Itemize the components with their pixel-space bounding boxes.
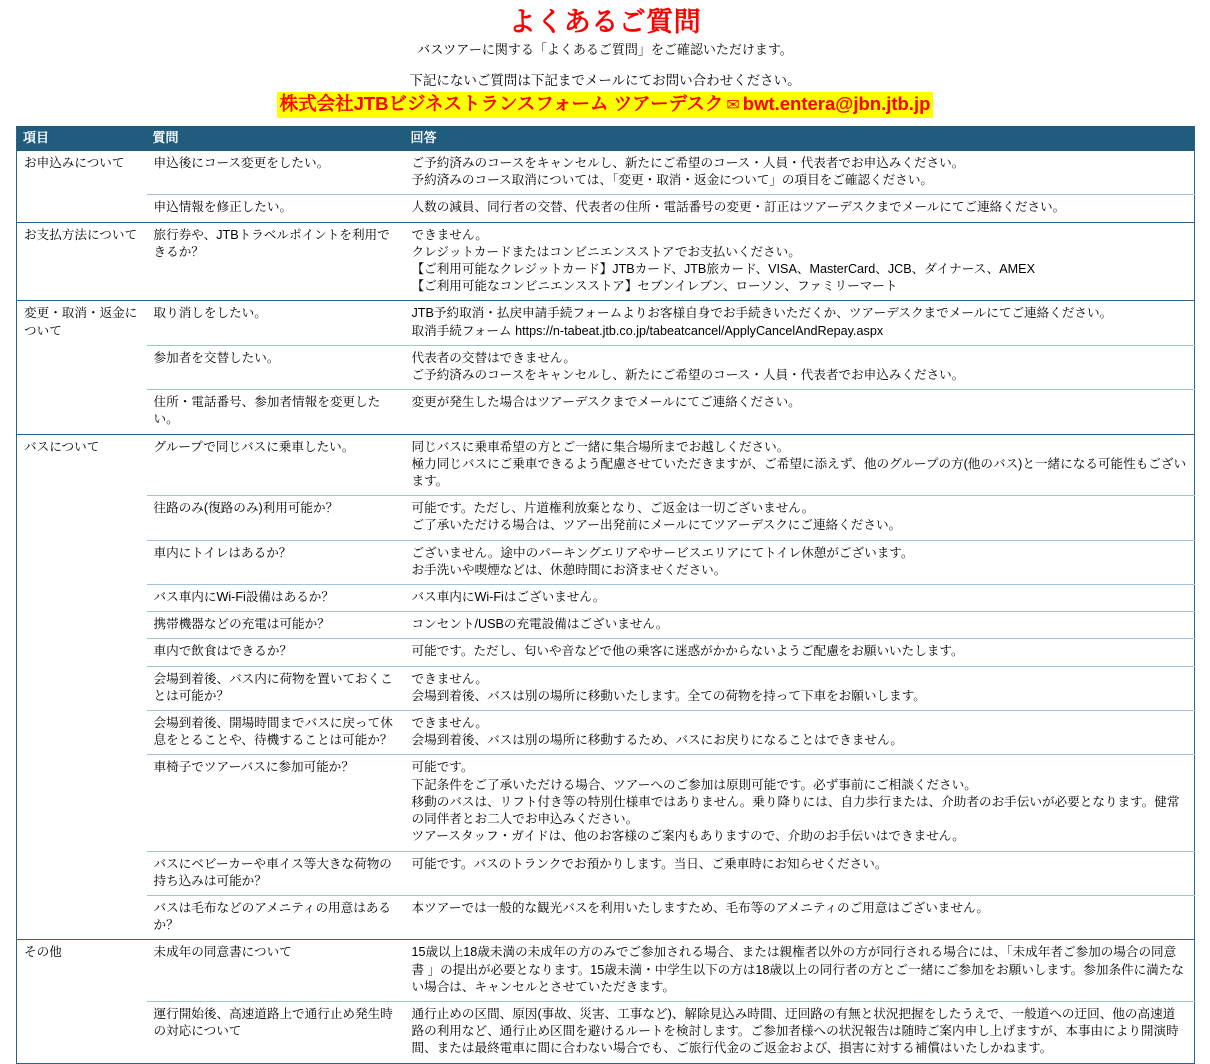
cell-answer: [405, 434, 1195, 496]
cell-answer: [405, 851, 1195, 895]
envelope-icon: ✉: [726, 97, 740, 114]
cell-question: [147, 222, 405, 301]
answer-line: 会場到着後、バスは別の場所に移動いたします。全ての荷物を持って下車をお願いします。: [411, 688, 926, 703]
cell-answer: [405, 612, 1195, 639]
answer-line: ツアースタッフ・ガイドは、他のお客様のご案内もありますので、介助のお手伝いはできません。: [411, 829, 965, 844]
cell-answer: [405, 639, 1195, 666]
cell-question: [147, 151, 405, 195]
question-line: 会場到着後、バス内に荷物を置いておくことは可能か？: [153, 671, 393, 703]
cell-question: [147, 639, 405, 666]
table-row: [17, 711, 1195, 755]
table-row: [17, 222, 1195, 301]
cell-question: [147, 1001, 405, 1063]
answer-line: クレジットカードまたはコンビニエンスストアでお支払いください。: [411, 244, 801, 259]
question-line: 未成年の同意書について: [153, 945, 292, 960]
column-header-answer: 回答: [405, 126, 1195, 151]
table-row: [17, 940, 1195, 1002]
answer-line: できません。: [411, 227, 488, 242]
cell-question: [147, 940, 405, 1002]
question-line: 会場到着後、開場時間までバスに戻って休息をとることや、待機することは可能か？: [153, 716, 393, 748]
question-line: 車内で飲食はできるか？: [153, 644, 293, 659]
page-title: よくあるご質問: [508, 7, 702, 37]
cell-item: 変更・取消・返金について: [17, 301, 147, 434]
document-header: [0, 0, 1210, 118]
faq-table: [16, 126, 1195, 1064]
cell-question: [147, 345, 405, 389]
answer-line: ご予約済みのコースをキャンセルし、新たにご希望のコース・人員・代表者でお申込みください。: [411, 156, 965, 170]
cell-item: お支払方法について: [17, 222, 147, 301]
table-row: [17, 195, 1195, 222]
table-row: [17, 496, 1195, 540]
question-line: 申込情報を修正したい。: [153, 200, 293, 215]
table-row: [17, 585, 1195, 612]
cell-question: [147, 711, 405, 755]
cell-item: その他: [17, 940, 147, 1063]
column-header-item: 項目: [17, 126, 147, 151]
cell-question: [147, 496, 405, 540]
question-line: 申込後にコース変更をしたい。: [153, 156, 330, 170]
cell-answer: [405, 151, 1195, 195]
answer-line: コンセント/USBの充電設備はございません。: [411, 617, 669, 632]
cell-answer: [405, 711, 1195, 755]
cell-question: [147, 195, 405, 222]
cell-question: [147, 434, 405, 496]
faq-table-wrapper: [16, 126, 1194, 1064]
answer-line: 通行止めの区間、原因(事故、災害、工事など)、解除見込み時間、迂回路の有無と状況把握をしたうえで、一般道への迂回、他の高速道路の利用など、通行止め区間を避けるルートを検討します。ご参加者様への状況報告は随時ご案内申し上げますが、本事由により開演時間、または最終電車に間に合わない場合でも、ご旅行代金のご返金および、損害に対する補償はいたしかねます。: [411, 1006, 1179, 1056]
page-subtitle: バスツアーに関する「よくあるご質問」をご確認いただけます。: [417, 42, 793, 57]
table-row: [17, 612, 1195, 639]
question-line: バスにベビーカーや車イス等大きな荷物の持ち込みは可能か？: [153, 856, 392, 888]
table-row: [17, 639, 1195, 666]
table-row: [17, 390, 1195, 434]
answer-line: 可能です。バスのトランクでお預かりします。当日、ご乗車時にお知らせください。: [411, 856, 888, 871]
answer-line: 【ご利用可能なコンビニエンスストア】セブンイレブン、ローソン、ファミリーマート: [411, 279, 898, 294]
contact-highlight: [277, 92, 934, 118]
answer-line: 可能です。ただし、片道権利放棄となり、ご返金は一切ございません。: [411, 501, 815, 516]
table-row: [17, 301, 1195, 345]
cell-question: [147, 895, 405, 939]
question-line: 車内にトイレはあるか？: [153, 545, 292, 560]
faq-table-head: [17, 126, 1195, 151]
cell-answer: [405, 940, 1195, 1002]
cell-answer: [405, 195, 1195, 222]
table-row: [17, 434, 1195, 496]
cell-question: [147, 301, 405, 345]
question-line: 運行開始後、高速道路上で通行止め発生時の対応について: [153, 1006, 393, 1039]
answer-line: できません。: [411, 716, 488, 731]
table-row: [17, 755, 1195, 851]
cell-answer: [405, 301, 1195, 345]
cell-answer: [405, 895, 1195, 939]
faq-table-body: [17, 151, 1195, 1063]
contact-note: 下記にないご質問は下記までメールにてお問い合わせください。: [409, 73, 801, 88]
contact-company: 株式会社JTBビジネストランスフォーム ツアーデスク: [279, 93, 724, 114]
table-row: [17, 895, 1195, 939]
answer-line: ご了承いただける場合は、ツアー出発前にメールにてツアーデスクにご連絡ください。: [411, 518, 902, 533]
answer-line: 会場到着後、バスは別の場所に移動するため、バスにお戻りになることはできません。: [411, 733, 903, 748]
cell-answer: [405, 540, 1195, 584]
answer-line: 変更が発生した場合はツアーデスクまでメールにてご連絡ください。: [411, 395, 801, 410]
answer-line: ご予約済みのコースをキャンセルし、新たにご希望のコース・人員・代表者でお申込みください。: [411, 368, 965, 383]
answer-line: 移動のバスは、リフト付き等の特別仕様車ではありません。乗り降りには、自力歩行または、介助者のお手伝いが必要となります。健常の同伴者とお二人でお申込みください。: [411, 794, 1180, 827]
answer-line: 人数の減員、同行者の交替、代表者の住所・電話番号の変更・訂正はツアーデスクまでメールにてご連絡ください。: [411, 200, 1066, 215]
answer-line: 代表者の交替はできません。: [411, 350, 576, 365]
cell-question: [147, 585, 405, 612]
question-line: 旅行券や、JTBトラベルポイントを利用できるか？: [153, 227, 390, 259]
cell-question: [147, 851, 405, 895]
table-header-row: [17, 126, 1195, 151]
cell-answer: [405, 1001, 1195, 1063]
table-row: [17, 666, 1195, 710]
cell-question: [147, 666, 405, 710]
table-row: [17, 540, 1195, 584]
answer-line: できません。: [411, 671, 488, 686]
cell-answer: [405, 345, 1195, 389]
answer-line: 15歳以上18歳未満の未成年の方のみでご参加される場合、または親権者以外の方が同行される場合には、「未成年者ご参加の場合の同意書 」の提出が必要となります。15歳未満・中学生以下の方は18歳以上の同行者の方とご一緒にご参加をお願いします。参加条件に満たない場合は、キャンセルとさせていただきます。: [411, 945, 1185, 994]
table-row: [17, 1001, 1195, 1063]
cell-item: バスについて: [17, 434, 147, 940]
contact-email[interactable]: bwt.entera@jbn.jtb.jp: [742, 93, 931, 114]
answer-line: 可能です。ただし、匂いや音などで他の乗客に迷惑がかからないようご配慮をお願いいたします。: [411, 644, 964, 659]
cell-item: お申込みについて: [17, 151, 147, 222]
cell-answer: [405, 755, 1195, 851]
answer-line: 予約済みのコース取消については、「変更・取消・返金について」の項目をご確認ください。: [411, 173, 934, 188]
cell-question: [147, 612, 405, 639]
cell-answer: [405, 585, 1195, 612]
cell-answer: [405, 222, 1195, 301]
answer-line: お手洗いや喫煙などは、休憩時間にお済ませください。: [411, 562, 727, 577]
answer-line: 下記条件をご了承いただける場合、ツアーへのご参加は原則可能です。必ず事前にご相談ください。: [411, 777, 977, 792]
answer-line: 取消手続フォーム https://n-tabeat.jtb.co.jp/tabeatcancel/ApplyCancelAndRepay.aspx: [411, 323, 884, 338]
answer-line: バス車内にWi-Fiはございません。: [411, 590, 606, 605]
table-row: [17, 151, 1195, 195]
answer-line: ございません。途中のパーキングエリアやサービスエリアにてトイレ休憩がございます。: [411, 545, 914, 560]
column-header-question: 質問: [147, 126, 405, 151]
question-line: グループで同じバスに乗車したい。: [153, 439, 355, 454]
cell-answer: [405, 666, 1195, 710]
answer-line: 【ご利用可能なクレジットカード】JTBカード、JTB旅カード、VISA、MasterCard、JCB、ダイナース、AMEX: [411, 262, 1035, 277]
question-line: 取り消しをしたい。: [153, 306, 267, 321]
cell-question: [147, 540, 405, 584]
question-line: 往路のみ(復路のみ)利用可能か？: [153, 501, 339, 516]
question-line: 住所・電話番号、参加者情報を変更したい。: [153, 395, 381, 427]
question-line: 車椅子でツアーバスに参加可能か？: [153, 760, 354, 775]
answer-line: 極力同じバスにご乗車できるよう配慮させていただきますが、ご希望に添えず、他のグループの方(他のバス)と一緒になる可能性もございます。: [411, 456, 1187, 489]
question-line: 携帯機器などの充電は可能か？: [153, 617, 330, 632]
table-row: [17, 851, 1195, 895]
answer-line: JTB予約取消・払戻申請手続フォームよりお客様自身でお手続きいただくか、ツアーデスクまでメールにてご連絡ください。: [411, 306, 1113, 321]
cell-question: [147, 390, 405, 434]
question-line: バスは毛布などのアメニティの用意はあるか？: [153, 900, 392, 933]
cell-answer: [405, 496, 1195, 540]
question-line: バス車内にWi-Fi設備はあるか？: [153, 590, 334, 605]
cell-question: [147, 755, 405, 851]
cell-answer: [405, 390, 1195, 434]
answer-line: 可能です。: [411, 760, 474, 775]
question-line: 参加者を交替したい。: [153, 350, 280, 365]
table-row: [17, 345, 1195, 389]
answer-line: 同じバスに乗車希望の方とご一緒に集合場所までお越しください。: [411, 439, 790, 454]
contact-line: [0, 92, 1210, 118]
answer-line: 本ツアーでは一般的な観光バスを利用いたしますため、毛布等のアメニティのご用意はございません。: [411, 900, 989, 915]
